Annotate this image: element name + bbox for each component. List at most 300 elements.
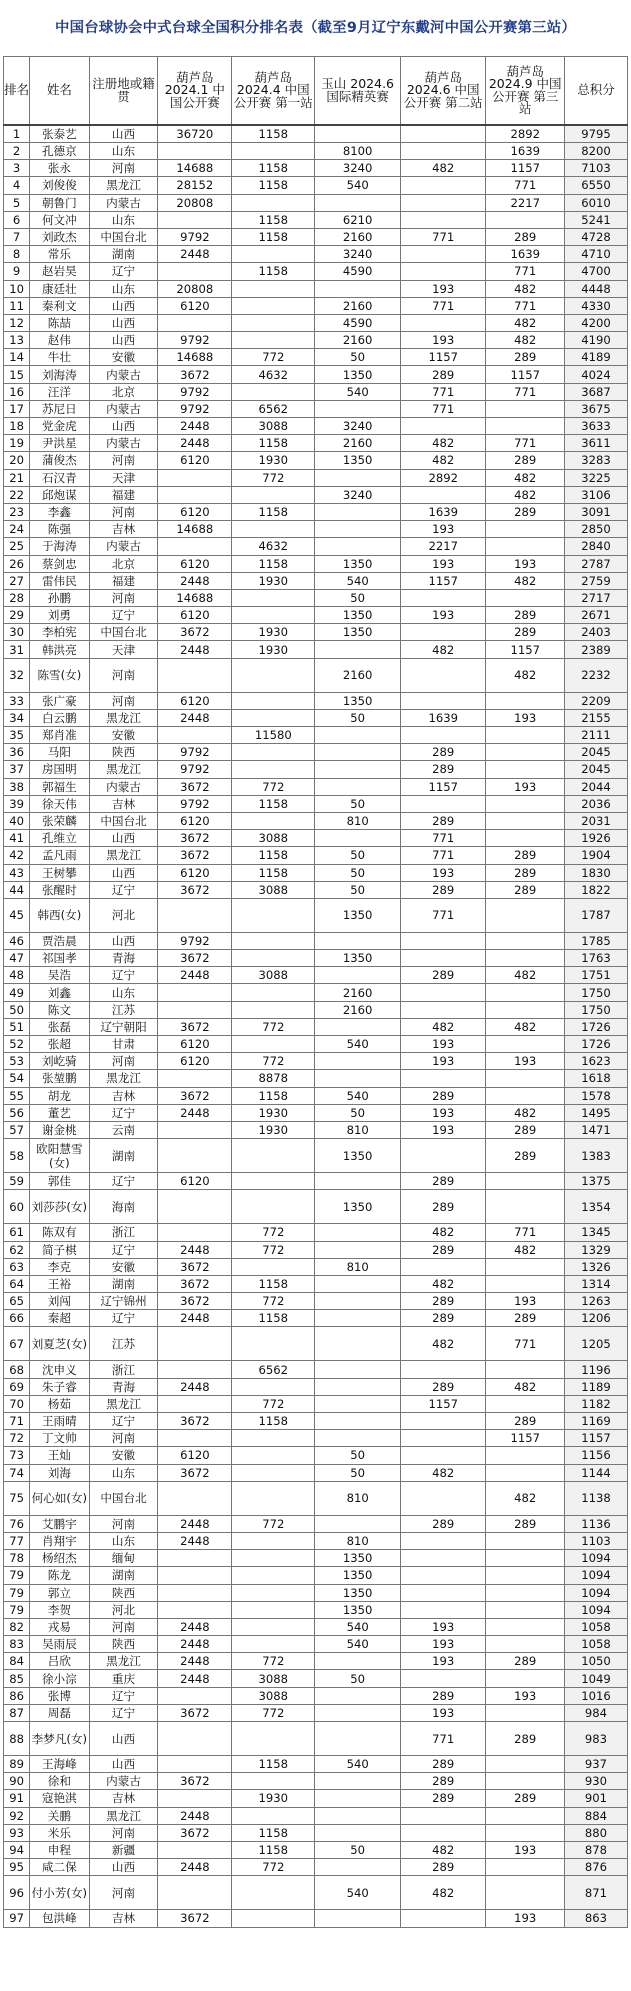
region-cell: 内蒙古	[89, 538, 158, 555]
region-cell: 山西	[89, 332, 158, 349]
total-cell: 1156	[564, 1447, 627, 1464]
score-cell	[486, 1532, 564, 1549]
total-cell: 2850	[564, 521, 627, 538]
name-cell: 刘俊俊	[30, 177, 89, 194]
score-cell: 9792	[158, 744, 232, 761]
total-cell: 4710	[564, 246, 627, 263]
score-cell: 3672	[158, 1824, 232, 1841]
score-cell: 289	[400, 1515, 486, 1532]
region-cell: 江苏	[89, 1001, 158, 1018]
score-cell	[400, 1584, 486, 1601]
score-cell	[315, 1224, 401, 1241]
score-cell	[315, 1293, 401, 1310]
score-cell: 289	[400, 812, 486, 829]
score-cell	[400, 950, 486, 967]
table-row	[4, 194, 628, 211]
region-cell: 黑龙江	[89, 761, 158, 778]
score-cell: 289	[400, 1190, 486, 1224]
score-cell	[158, 263, 232, 280]
score-cell: 771	[486, 383, 564, 400]
total-cell: 1196	[564, 1361, 627, 1378]
score-cell	[315, 761, 401, 778]
score-cell	[232, 744, 315, 761]
table-row	[4, 349, 628, 366]
score-cell	[315, 1173, 401, 1190]
name-cell: 于海涛	[30, 538, 89, 555]
score-cell	[400, 246, 486, 263]
score-cell: 50	[315, 589, 401, 606]
score-cell: 2448	[158, 1859, 232, 1876]
total-cell: 1205	[564, 1327, 627, 1361]
score-cell: 1350	[315, 1190, 401, 1224]
region-cell: 辽宁	[89, 1173, 158, 1190]
table-row	[4, 555, 628, 572]
score-cell: 289	[400, 1173, 486, 1190]
total-cell: 984	[564, 1704, 627, 1721]
table-row	[4, 967, 628, 984]
score-cell: 3672	[158, 366, 232, 383]
rank-cell: 24	[4, 521, 30, 538]
score-cell: 1350	[315, 898, 401, 932]
region-cell: 黑龙江	[89, 1070, 158, 1087]
total-cell: 1157	[564, 1430, 627, 1447]
region-cell: 吉林	[89, 1910, 158, 1927]
total-cell: 1751	[564, 967, 627, 984]
total-cell: 1726	[564, 1018, 627, 1035]
rank-cell: 53	[4, 1053, 30, 1070]
table-row	[4, 383, 628, 400]
score-cell: 193	[400, 607, 486, 624]
score-cell: 2448	[158, 246, 232, 263]
rank-cell: 33	[4, 692, 30, 709]
table-row	[4, 418, 628, 435]
score-cell: 482	[486, 314, 564, 331]
score-cell: 1158	[232, 1087, 315, 1104]
score-cell	[315, 521, 401, 538]
score-cell: 36720	[158, 125, 232, 143]
name-cell: 郭佳	[30, 1173, 89, 1190]
score-cell: 193	[400, 332, 486, 349]
total-cell: 1750	[564, 1001, 627, 1018]
total-cell: 4330	[564, 297, 627, 314]
table-row	[4, 1413, 628, 1430]
score-cell: 20808	[158, 194, 232, 211]
region-cell: 内蒙古	[89, 1773, 158, 1790]
score-cell	[486, 1173, 564, 1190]
score-cell: 289	[400, 967, 486, 984]
score-cell: 289	[400, 1241, 486, 1258]
score-cell	[486, 1670, 564, 1687]
score-cell	[486, 1001, 564, 1018]
name-cell: 李梦凡(女)	[30, 1722, 89, 1756]
total-cell: 1314	[564, 1275, 627, 1292]
region-cell: 山东	[89, 280, 158, 297]
score-cell	[486, 761, 564, 778]
score-cell: 50	[315, 864, 401, 881]
score-cell	[486, 1636, 564, 1653]
table-row	[4, 1036, 628, 1053]
score-cell	[232, 1327, 315, 1361]
rank-cell: 68	[4, 1361, 30, 1378]
region-cell: 河南	[89, 1515, 158, 1532]
score-cell: 772	[232, 1653, 315, 1670]
total-cell: 4024	[564, 366, 627, 383]
score-cell: 289	[486, 607, 564, 624]
region-cell: 湖南	[89, 1567, 158, 1584]
score-cell	[486, 521, 564, 538]
rank-cell: 59	[4, 1173, 30, 1190]
score-cell: 771	[400, 898, 486, 932]
score-cell: 482	[400, 1224, 486, 1241]
name-cell: 包洪峰	[30, 1910, 89, 1927]
table-row	[4, 847, 628, 864]
table-row	[4, 1790, 628, 1807]
score-cell	[315, 1807, 401, 1824]
total-cell: 1750	[564, 984, 627, 1001]
score-cell: 1158	[232, 847, 315, 864]
name-cell: 欧阳慧雪(女)	[30, 1139, 89, 1173]
score-cell: 50	[315, 1447, 401, 1464]
score-cell	[315, 1773, 401, 1790]
score-cell	[400, 143, 486, 160]
score-cell: 289	[486, 503, 564, 520]
total-cell: 1169	[564, 1413, 627, 1430]
total-cell: 1618	[564, 1070, 627, 1087]
table-row	[4, 366, 628, 383]
region-cell: 黑龙江	[89, 177, 158, 194]
score-cell: 3672	[158, 1704, 232, 1721]
score-cell: 1157	[400, 1395, 486, 1412]
score-cell	[486, 1584, 564, 1601]
score-cell	[400, 125, 486, 143]
total-cell: 876	[564, 1859, 627, 1876]
name-cell: 丁文帅	[30, 1430, 89, 1447]
score-cell: 1350	[315, 1139, 401, 1173]
name-cell: 韩洪亮	[30, 641, 89, 658]
rank-cell: 51	[4, 1018, 30, 1035]
score-cell	[486, 950, 564, 967]
score-cell	[315, 1790, 401, 1807]
score-cell: 482	[486, 486, 564, 503]
rank-cell: 63	[4, 1258, 30, 1275]
region-cell: 中国台北	[89, 228, 158, 245]
rank-cell: 16	[4, 383, 30, 400]
rank-cell: 35	[4, 727, 30, 744]
name-cell: 陈双有	[30, 1224, 89, 1241]
name-cell: 何心如(女)	[30, 1481, 89, 1515]
score-cell: 3672	[158, 1464, 232, 1481]
score-cell: 2160	[315, 1001, 401, 1018]
region-cell: 辽宁	[89, 1104, 158, 1121]
score-cell	[232, 932, 315, 949]
rank-cell: 73	[4, 1447, 30, 1464]
rank-cell: 56	[4, 1104, 30, 1121]
name-cell: 孟凡雨	[30, 847, 89, 864]
table-row	[4, 1327, 628, 1361]
score-cell	[486, 984, 564, 1001]
name-cell: 韩西(女)	[30, 898, 89, 932]
table-row	[4, 1293, 628, 1310]
name-cell: 张超	[30, 1036, 89, 1053]
name-cell: 刘鑫	[30, 984, 89, 1001]
region-cell: 河南	[89, 1053, 158, 1070]
score-cell	[400, 1070, 486, 1087]
score-cell: 482	[400, 452, 486, 469]
name-cell: 董艺	[30, 1104, 89, 1121]
name-cell: 刘勇	[30, 607, 89, 624]
score-cell: 1158	[232, 1275, 315, 1292]
name-cell: 张磊	[30, 1018, 89, 1035]
table-row	[4, 486, 628, 503]
score-cell: 9792	[158, 228, 232, 245]
rank-cell: 46	[4, 932, 30, 949]
region-cell: 黑龙江	[89, 1807, 158, 1824]
rank-cell: 14	[4, 349, 30, 366]
score-cell	[486, 1601, 564, 1618]
score-cell	[400, 795, 486, 812]
region-cell: 吉林	[89, 1790, 158, 1807]
score-cell: 193	[486, 1053, 564, 1070]
rank-cell: 69	[4, 1378, 30, 1395]
rank-cell: 9	[4, 263, 30, 280]
score-cell	[400, 1361, 486, 1378]
table-row	[4, 812, 628, 829]
region-cell: 黑龙江	[89, 709, 158, 726]
score-cell: 540	[315, 1756, 401, 1773]
name-cell: 贾浩晨	[30, 932, 89, 949]
table-row	[4, 1773, 628, 1790]
score-cell	[400, 984, 486, 1001]
region-cell: 辽宁	[89, 1241, 158, 1258]
score-cell	[158, 1190, 232, 1224]
name-cell: 张博	[30, 1687, 89, 1704]
region-cell: 山东	[89, 984, 158, 1001]
rank-cell: 77	[4, 1532, 30, 1549]
score-cell: 771	[486, 1224, 564, 1241]
total-cell: 2045	[564, 761, 627, 778]
total-cell: 4448	[564, 280, 627, 297]
table-row	[4, 1859, 628, 1876]
rank-cell: 76	[4, 1515, 30, 1532]
score-cell	[315, 1378, 401, 1395]
score-cell	[486, 1275, 564, 1292]
score-cell: 3672	[158, 830, 232, 847]
region-cell: 山西	[89, 864, 158, 881]
score-cell: 20808	[158, 280, 232, 297]
name-cell: 张荣麟	[30, 812, 89, 829]
region-cell: 青海	[89, 950, 158, 967]
region-cell: 陕西	[89, 1584, 158, 1601]
score-cell: 771	[486, 1327, 564, 1361]
score-cell	[400, 177, 486, 194]
score-cell: 540	[315, 1876, 401, 1910]
total-cell: 6550	[564, 177, 627, 194]
total-cell: 1578	[564, 1087, 627, 1104]
score-cell: 1158	[232, 1841, 315, 1858]
score-cell	[232, 1584, 315, 1601]
score-cell: 540	[315, 1636, 401, 1653]
region-cell: 辽宁	[89, 967, 158, 984]
score-cell: 3672	[158, 1413, 232, 1430]
rank-cell: 83	[4, 1636, 30, 1653]
name-cell: 吴雨辰	[30, 1636, 89, 1653]
score-cell	[486, 1464, 564, 1481]
score-cell: 3240	[315, 486, 401, 503]
table-row	[4, 1018, 628, 1035]
score-cell: 2448	[158, 709, 232, 726]
score-cell: 1158	[232, 177, 315, 194]
score-cell	[315, 1722, 401, 1756]
rank-cell: 82	[4, 1618, 30, 1635]
score-cell	[400, 1258, 486, 1275]
score-cell: 482	[486, 280, 564, 297]
score-cell	[158, 1001, 232, 1018]
table-row	[4, 1481, 628, 1515]
score-cell	[400, 263, 486, 280]
score-cell	[400, 1670, 486, 1687]
score-cell	[315, 641, 401, 658]
score-cell: 193	[400, 1036, 486, 1053]
rank-cell: 20	[4, 452, 30, 469]
rank-cell: 94	[4, 1841, 30, 1858]
score-cell: 9792	[158, 795, 232, 812]
score-cell	[232, 761, 315, 778]
table-row	[4, 1841, 628, 1858]
score-cell	[400, 658, 486, 692]
score-cell: 11580	[232, 727, 315, 744]
score-cell: 6120	[158, 864, 232, 881]
rank-cell: 10	[4, 280, 30, 297]
score-cell: 3088	[232, 418, 315, 435]
rank-cell: 75	[4, 1481, 30, 1515]
score-cell: 3088	[232, 967, 315, 984]
name-cell: 吕欣	[30, 1653, 89, 1670]
score-cell: 772	[232, 349, 315, 366]
score-cell	[315, 1327, 401, 1361]
table-row	[4, 280, 628, 297]
region-cell: 山东	[89, 1464, 158, 1481]
score-cell	[486, 1447, 564, 1464]
score-cell: 1158	[232, 1310, 315, 1327]
score-cell: 482	[400, 641, 486, 658]
score-cell: 289	[400, 1293, 486, 1310]
name-cell: 胡龙	[30, 1087, 89, 1104]
score-cell: 4632	[232, 366, 315, 383]
score-cell: 482	[400, 1275, 486, 1292]
table-row	[4, 297, 628, 314]
score-cell: 193	[400, 1053, 486, 1070]
total-cell: 1926	[564, 830, 627, 847]
name-cell: 徐天伟	[30, 795, 89, 812]
rank-cell: 79	[4, 1567, 30, 1584]
rank-cell: 22	[4, 486, 30, 503]
score-cell: 1158	[232, 211, 315, 228]
region-cell: 甘肃	[89, 1036, 158, 1053]
rank-cell: 39	[4, 795, 30, 812]
score-cell	[486, 1756, 564, 1773]
score-cell: 1350	[315, 1567, 401, 1584]
table-row	[4, 400, 628, 417]
total-cell: 2403	[564, 624, 627, 641]
table-row	[4, 727, 628, 744]
name-cell: 刘闯	[30, 1293, 89, 1310]
region-cell: 山西	[89, 297, 158, 314]
region-cell: 中国台北	[89, 1481, 158, 1515]
score-cell	[232, 1636, 315, 1653]
rank-cell: 41	[4, 830, 30, 847]
total-cell: 3091	[564, 503, 627, 520]
name-cell: 郑肖准	[30, 727, 89, 744]
rank-cell: 66	[4, 1310, 30, 1327]
score-cell: 1158	[232, 555, 315, 572]
name-cell: 简子棋	[30, 1241, 89, 1258]
table-row	[4, 332, 628, 349]
total-cell: 863	[564, 1910, 627, 1927]
score-cell	[158, 1481, 232, 1515]
score-cell	[232, 1464, 315, 1481]
rank-cell: 42	[4, 847, 30, 864]
name-cell: 朝鲁门	[30, 194, 89, 211]
total-cell: 2671	[564, 607, 627, 624]
score-cell: 289	[486, 864, 564, 881]
rank-cell: 52	[4, 1036, 30, 1053]
table-body	[4, 125, 628, 1927]
name-cell: 徐和	[30, 1773, 89, 1790]
score-cell	[158, 538, 232, 555]
score-cell: 9792	[158, 932, 232, 949]
region-cell: 陕西	[89, 744, 158, 761]
score-cell: 3672	[158, 881, 232, 898]
total-cell: 4190	[564, 332, 627, 349]
score-cell	[486, 795, 564, 812]
score-cell: 289	[486, 1310, 564, 1327]
score-cell	[315, 1430, 401, 1447]
rank-cell: 62	[4, 1241, 30, 1258]
score-cell	[486, 1807, 564, 1824]
name-cell: 李鑫	[30, 503, 89, 520]
table-row	[4, 160, 628, 177]
total-cell: 1471	[564, 1121, 627, 1138]
score-cell: 3672	[158, 1018, 232, 1035]
score-cell: 1158	[232, 160, 315, 177]
score-cell: 289	[400, 761, 486, 778]
score-cell	[486, 932, 564, 949]
name-cell: 朱子睿	[30, 1378, 89, 1395]
total-cell: 1345	[564, 1224, 627, 1241]
total-cell: 2787	[564, 555, 627, 572]
score-cell	[400, 624, 486, 641]
score-cell: 1350	[315, 452, 401, 469]
name-cell: 李贺	[30, 1601, 89, 1618]
score-cell	[315, 1241, 401, 1258]
total-cell: 1182	[564, 1395, 627, 1412]
rank-cell: 58	[4, 1139, 30, 1173]
score-cell: 1158	[232, 795, 315, 812]
score-cell: 1350	[315, 624, 401, 641]
table-row	[4, 1532, 628, 1549]
total-cell: 2155	[564, 709, 627, 726]
score-cell	[232, 1807, 315, 1824]
table-row	[4, 607, 628, 624]
region-cell: 河南	[89, 1618, 158, 1635]
score-cell	[315, 1310, 401, 1327]
name-cell: 王海峰	[30, 1756, 89, 1773]
score-cell	[158, 143, 232, 160]
name-cell: 房国明	[30, 761, 89, 778]
name-cell: 苏尼日	[30, 400, 89, 417]
page-title: 中国台球协会中式台球全国积分排名表（截至9月辽宁东戴河中国公开赛第三站）	[55, 20, 576, 36]
score-cell: 289	[486, 1139, 564, 1173]
